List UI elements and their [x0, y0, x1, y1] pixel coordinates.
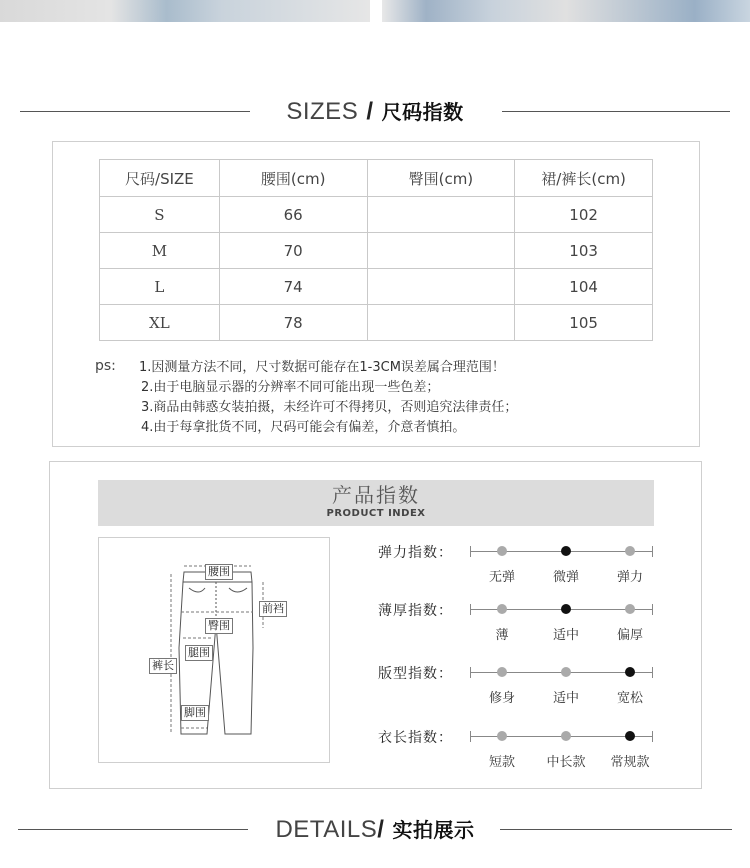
index-meter-row	[378, 542, 658, 585]
diagram-label-waist: 腰围	[205, 564, 233, 580]
details-title-cn: 实拍展示	[392, 818, 475, 842]
notes-list	[141, 358, 517, 438]
header-hip: 臀围(cm)	[367, 160, 515, 197]
product-photo-left	[0, 0, 370, 22]
header-waist: 腰围(cm)	[219, 160, 367, 197]
meter-dot	[497, 731, 507, 741]
diagram-label-front-rise: 前裆	[259, 601, 287, 617]
meter-label: 版型指数：	[378, 666, 453, 682]
meter-dot	[497, 546, 507, 556]
meter-end-tick	[470, 667, 471, 678]
meter-dot-selected	[625, 667, 635, 677]
table-row	[100, 269, 653, 305]
cell-size: M	[100, 233, 220, 269]
diagram-label-hip: 臀围	[205, 618, 233, 634]
cell-waist: 66	[219, 197, 367, 233]
meter-dot	[625, 546, 635, 556]
meter-option-label: 修身	[488, 691, 515, 706]
meter-option-label: 偏厚	[616, 628, 643, 643]
cell-waist: 78	[219, 305, 367, 341]
meter-dot	[561, 667, 571, 677]
meter-end-tick	[652, 546, 653, 557]
table-row	[100, 305, 653, 341]
cell-waist: 70	[219, 233, 367, 269]
product-index-title-cn: 产品指数	[332, 483, 420, 507]
meter-option-label: 适中	[552, 691, 579, 706]
header-length: 裙/裤长(cm)	[515, 160, 653, 197]
details-section-title	[0, 811, 750, 847]
meter-option-label: 中长款	[546, 755, 586, 770]
note-item: 1.因测量方法不同，尺寸数据可能存在1-3CM误差属合理范围！	[139, 360, 505, 375]
meter-option-label: 宽松	[616, 691, 643, 706]
meter-end-tick	[470, 546, 471, 557]
cell-length: 104	[515, 269, 653, 305]
meter-option-label: 短款	[488, 755, 515, 770]
size-table-header-row	[100, 160, 653, 197]
details-title-en: DETAILS	[275, 816, 378, 843]
meter-option-label: 常规款	[610, 755, 650, 770]
index-meter-row	[378, 727, 658, 770]
pants-measurement-diagram	[98, 537, 330, 763]
meter-dot-selected	[561, 546, 571, 556]
diagram-label-thigh: 腿围	[185, 645, 213, 661]
meter-end-tick	[652, 604, 653, 615]
cell-length: 102	[515, 197, 653, 233]
cell-hip	[367, 305, 515, 341]
details-title-separator: /	[377, 816, 385, 843]
index-meter-row	[378, 663, 658, 706]
size-table	[99, 159, 653, 341]
cell-size: S	[100, 197, 220, 233]
sizes-title-cn: 尺码指数	[381, 100, 464, 124]
sizes-title-en: SIZES	[286, 98, 359, 125]
meter-option-label: 微弹	[552, 570, 579, 585]
product-index-panel	[49, 461, 702, 789]
meter-dot-selected	[625, 731, 635, 741]
meter-label: 薄厚指数：	[378, 603, 453, 619]
table-row	[100, 233, 653, 269]
meter-dot	[561, 731, 571, 741]
meter-option-label: 薄	[495, 628, 509, 643]
note-item: 3.商品由韩惑女装拍摄，未经许可不得拷贝，否则追究法律责任；	[141, 400, 518, 415]
cell-length: 105	[515, 305, 653, 341]
sizes-title-separator: /	[366, 98, 374, 125]
meter-dot	[497, 667, 507, 677]
cell-length: 103	[515, 233, 653, 269]
meter-end-tick	[652, 731, 653, 742]
sizes-section-title	[0, 93, 750, 129]
note-item: 4.由于每拿批货不同，尺码可能会有偏差，介意者慎拍。	[141, 420, 466, 435]
cell-size: XL	[100, 305, 220, 341]
cell-size: L	[100, 269, 220, 305]
product-photo-right	[382, 0, 750, 22]
product-index-banner	[98, 480, 654, 526]
meter-label: 弹力指数：	[378, 545, 453, 561]
notes-label: ps:	[95, 358, 116, 374]
diagram-label-length: 裤长	[149, 658, 177, 674]
meter-dot	[497, 604, 507, 614]
meter-end-tick	[470, 604, 471, 615]
note-item: 2.由于电脑显示器的分辨率不同可能出现一些色差；	[141, 380, 440, 395]
cell-waist: 74	[219, 269, 367, 305]
size-chart-panel	[52, 141, 700, 447]
meter-dot-selected	[561, 604, 571, 614]
cell-hip	[367, 197, 515, 233]
index-meter-row	[378, 600, 658, 643]
meter-option-label: 适中	[552, 628, 579, 643]
meter-end-tick	[470, 731, 471, 742]
meter-option-label: 无弹	[488, 570, 515, 585]
diagram-label-leg-opening: 脚围	[181, 705, 209, 721]
header-size: 尺码/SIZE	[100, 160, 220, 197]
meter-end-tick	[652, 667, 653, 678]
cell-hip	[367, 233, 515, 269]
product-index-title-en: PRODUCT INDEX	[326, 508, 426, 519]
table-row	[100, 197, 653, 233]
meter-label: 衣长指数：	[378, 730, 453, 746]
meter-option-label: 弹力	[616, 570, 643, 585]
meter-dot	[625, 604, 635, 614]
cell-hip	[367, 269, 515, 305]
